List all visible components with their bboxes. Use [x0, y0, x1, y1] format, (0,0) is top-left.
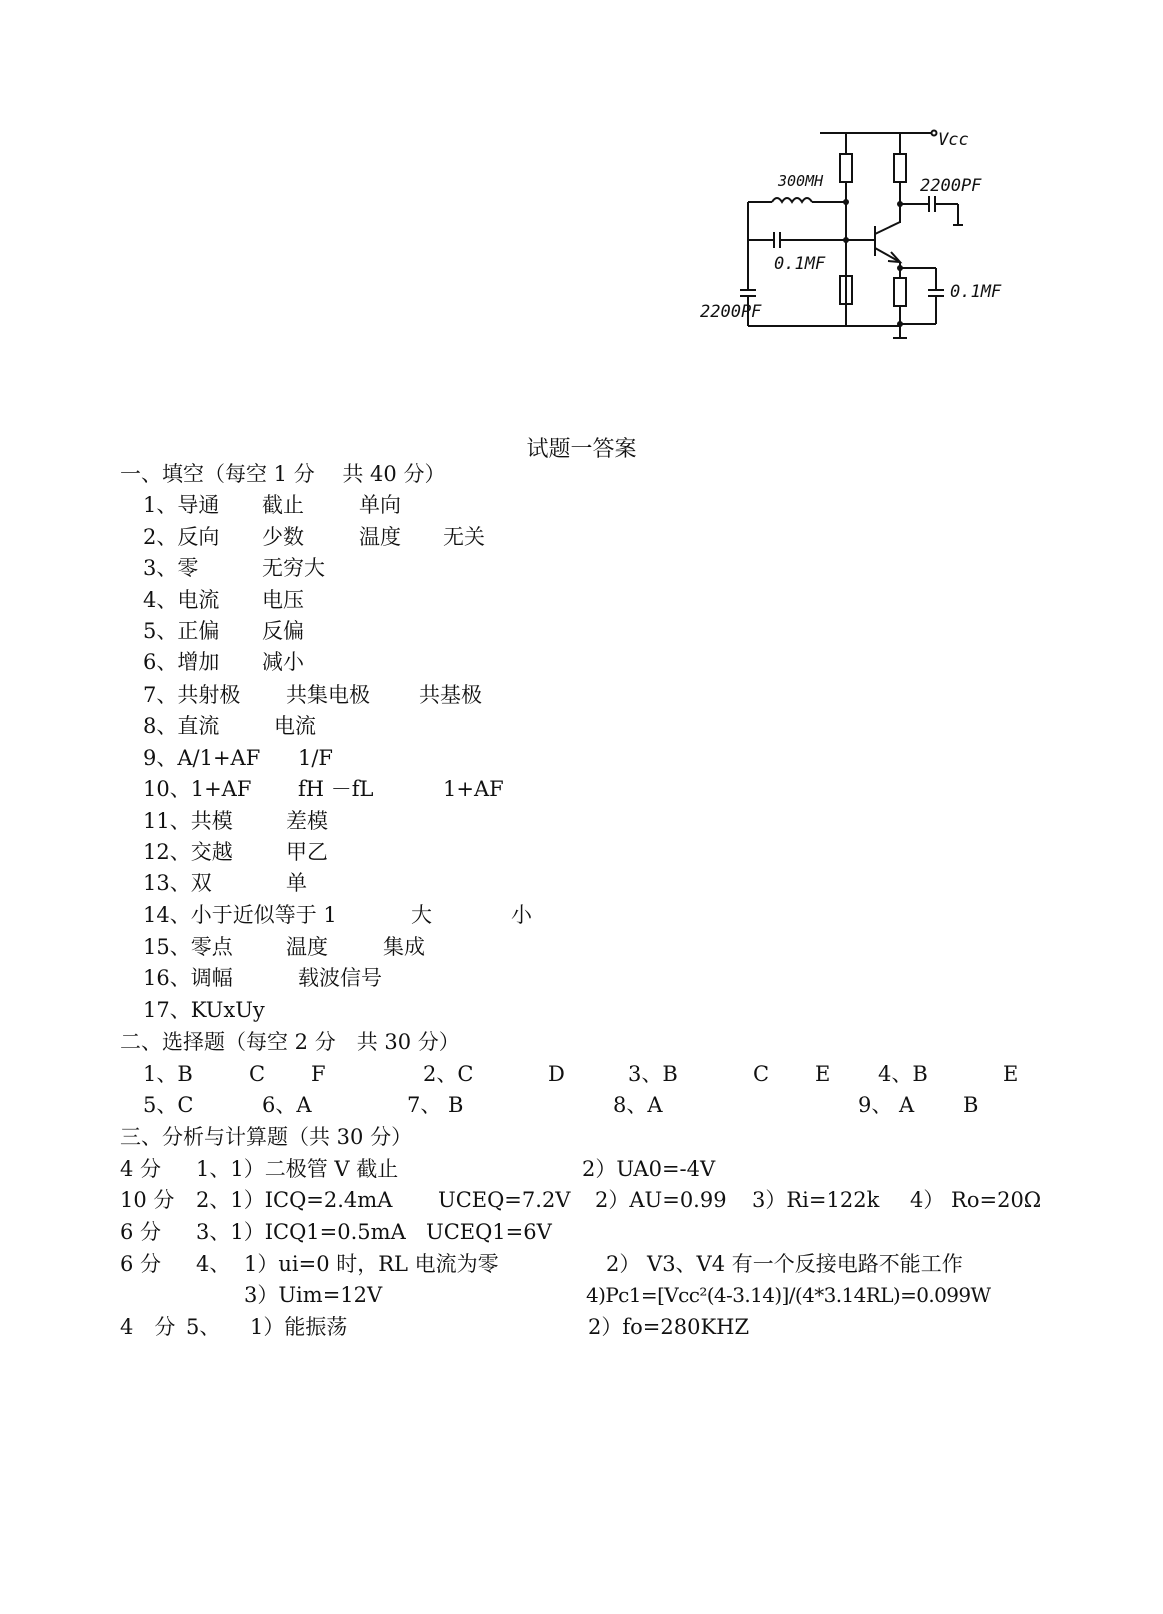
answer-item: 9、 A [858, 1093, 915, 1117]
answer-item: 5、C [143, 1093, 194, 1117]
score-label: 4 分 [120, 1157, 162, 1181]
answer-item: 集成 [383, 935, 425, 959]
answer-item: 5、正偏 [143, 619, 220, 643]
answer-item: 截止 [262, 493, 304, 517]
answer-item: E [815, 1062, 831, 1086]
answer-item: UCEQ=7.2V [438, 1188, 571, 1212]
inductor-label: 300MH [778, 172, 824, 190]
answer-item: 7、共射极 [143, 683, 241, 707]
answer-item: 4)Pc1=[Vcc²(4-3.14)]/(4*3.14RL)=0.099W [586, 1283, 991, 1307]
answer-item: 3、1）ICQ1=0.5mA [196, 1220, 406, 1244]
answer-item: 3、B [628, 1062, 678, 1086]
answer-item: D [548, 1062, 565, 1086]
section-heading: 二、选择题（每空 2 分 共 30 分） [120, 1030, 460, 1054]
answer-item: 共基极 [419, 683, 482, 707]
answer-item: E [1003, 1062, 1019, 1086]
score-label: 4 分 [120, 1315, 176, 1339]
answer-item: 4、 [196, 1252, 231, 1276]
base-cap-label: 0.1MF [774, 254, 826, 274]
answer-item: 3）Uim=12V [244, 1283, 383, 1307]
answer-item: 电压 [262, 588, 304, 612]
answer-item: 8、直流 [143, 714, 220, 738]
answer-item: 12、交越 [143, 840, 233, 864]
answer-item: 9、A/1+AF [143, 746, 261, 770]
answer-item: 1、1）二极管 V 截止 [196, 1157, 399, 1181]
answer-item: 无穷大 [262, 556, 325, 580]
answer-item: 共集电极 [286, 683, 370, 707]
section-heading: 一、填空（每空 1 分 共 40 分） [120, 462, 446, 486]
answer-item: 16、调幅 [143, 966, 233, 990]
answer-item: 单向 [359, 493, 401, 517]
answer-item: fH －fL [298, 777, 374, 801]
answer-item: 14、小于近似等于 1 [143, 903, 337, 927]
answer-item: UCEQ1=6V [426, 1220, 552, 1244]
answer-item: 少数 [262, 525, 304, 549]
answer-item: 1+AF [443, 777, 504, 801]
answer-item: 7、 B [407, 1093, 464, 1117]
answer-item: F [311, 1062, 326, 1086]
answer-item: 2）fo=280KHZ [588, 1315, 750, 1339]
answer-item: 2、C [423, 1062, 474, 1086]
answer-item: 1、导通 [143, 493, 220, 517]
answer-item: 大 [411, 903, 432, 927]
answer-item: 1）能振荡 [250, 1315, 348, 1339]
answer-item: 反偏 [262, 619, 304, 643]
answer-item: 2） V3、V4 有一个反接电路不能工作 [606, 1252, 963, 1276]
answer-item: 2、1）ICQ=2.4mA [196, 1188, 393, 1212]
answer-item: 甲乙 [286, 840, 328, 864]
answer-item: 载波信号 [298, 966, 382, 990]
answer-item: B [963, 1093, 979, 1117]
answer-item: 差模 [286, 809, 328, 833]
answer-item: 1）ui=0 时，RL 电流为零 [244, 1252, 499, 1276]
answer-item: 无关 [443, 525, 485, 549]
page-title: 试题一答案 [526, 437, 637, 462]
answer-item: 6、A [262, 1093, 312, 1117]
answer-item: 10、1+AF [143, 777, 252, 801]
answer-item: 6、增加 [143, 650, 220, 674]
answer-item: 2）UA0=-4V [582, 1157, 716, 1181]
answer-item: 温度 [286, 935, 328, 959]
answer-item: 8、A [613, 1093, 663, 1117]
output-cap-label: 2200PF [920, 176, 982, 196]
answer-item: 17、KUxUy [143, 998, 265, 1022]
emitter-cap-label: 0.1MF [950, 282, 1002, 302]
answer-item: 2）AU=0.99 [595, 1188, 727, 1212]
answer-item: 小 [511, 903, 532, 927]
answer-item: 温度 [359, 525, 401, 549]
score-label: 6 分 [120, 1220, 162, 1244]
circuit-diagram [700, 128, 1040, 356]
answer-item: 15、零点 [143, 935, 233, 959]
answer-item: 减小 [262, 650, 304, 674]
answer-item: 4、电流 [143, 588, 220, 612]
score-label: 6 分 [120, 1252, 162, 1276]
answer-item: 1/F [298, 746, 334, 770]
left-cap-label: 2200PF [700, 302, 762, 322]
score-label: 10 分 [120, 1188, 175, 1212]
answer-item: 11、共模 [143, 809, 233, 833]
answer-item: 电流 [274, 714, 316, 738]
answer-item: 2、反向 [143, 525, 220, 549]
answer-item: 3、零 [143, 556, 199, 580]
answer-item: 5、 [186, 1315, 221, 1339]
section-heading: 三、分析与计算题（共 30 分） [120, 1125, 413, 1149]
answer-item: 13、双 [143, 871, 212, 895]
answer-item: C [753, 1062, 770, 1086]
vcc-label: Vcc [938, 130, 969, 150]
answer-item: C [249, 1062, 266, 1086]
answer-item: 3）Ri=122k [752, 1188, 880, 1212]
answer-item: 1、B [143, 1062, 193, 1086]
answer-item: 4） Ro=20Ω [910, 1188, 1042, 1212]
answer-item: 4、B [878, 1062, 928, 1086]
answer-item: 单 [286, 871, 307, 895]
